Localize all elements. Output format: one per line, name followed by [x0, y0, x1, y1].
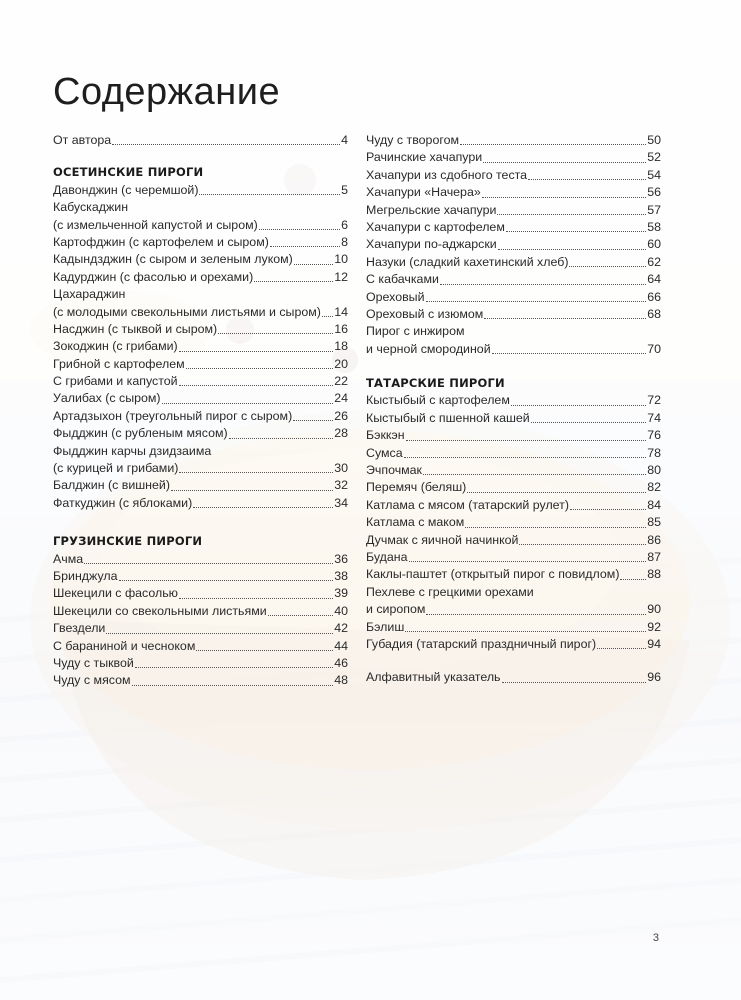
toc-entry[interactable] [53, 638, 348, 655]
dot-leader [268, 615, 334, 616]
toc-entry-title: (с курицей и грибами) [53, 461, 179, 476]
toc-entry[interactable] [53, 373, 348, 390]
toc-entry-title: Гвездели [53, 621, 106, 636]
toc-entry-title: Хачапури из сдобного теста [366, 167, 528, 182]
toc-entry-page: 40 [334, 603, 348, 618]
toc-entry[interactable] [53, 217, 348, 234]
toc-entry[interactable] [53, 477, 348, 494]
toc-entry-page: 62 [647, 254, 661, 269]
toc-entry[interactable] [366, 167, 661, 184]
dot-leader [483, 162, 646, 163]
toc-entry-page: 36 [334, 551, 348, 566]
toc-entry[interactable] [53, 304, 348, 321]
toc-entry-title: С бараниной и чесноком [53, 638, 196, 653]
toc-entry[interactable] [366, 132, 661, 149]
toc-entry-page: 87 [647, 549, 661, 564]
toc-entry[interactable] [366, 462, 661, 479]
toc-entry[interactable] [366, 219, 661, 236]
dot-leader [506, 231, 646, 232]
toc-entry-title: Хачапури по-аджарски [366, 237, 497, 252]
toc-entry[interactable] [53, 620, 348, 637]
toc-entry-page: 78 [647, 445, 661, 460]
toc-entry-title: и черной смородиной [366, 341, 491, 356]
toc-entry[interactable] [366, 184, 661, 201]
dot-leader [112, 144, 340, 145]
page-number: 3 [652, 932, 659, 944]
toc-entry-title: Кыстыбый с картофелем [366, 393, 510, 408]
toc-entry-page: 24 [334, 391, 348, 406]
toc-entry-page: 92 [647, 619, 661, 634]
toc-entry-title: От автора [53, 132, 112, 147]
toc-entry-page: 38 [334, 568, 348, 583]
toc-entry-title: Эчпочмак [366, 463, 422, 478]
dot-leader [218, 333, 333, 334]
dot-leader [465, 527, 646, 528]
toc-entry-page: 28 [334, 426, 348, 441]
dot-leader [482, 197, 646, 198]
toc-entry-title: Губадия (татарский праздничный пирог) [366, 636, 597, 651]
dot-leader [193, 507, 333, 508]
toc-entry-page: 4 [341, 132, 348, 147]
toc-entry-title: Хачапури «Начера» [366, 185, 481, 200]
toc-entry-title: Алфавитный указатель [366, 670, 501, 685]
toc-entry[interactable] [53, 321, 348, 338]
toc-entry[interactable] [366, 497, 661, 514]
dot-leader [492, 353, 647, 354]
dot-leader [179, 351, 334, 352]
toc-entry-title: Фаткуджин (с яблоками) [53, 495, 193, 510]
toc-entry[interactable] [366, 306, 661, 323]
toc-entry-page: 85 [647, 515, 661, 530]
toc-entry-title: Перемяч (беляш) [366, 480, 467, 495]
toc-entry-title: Кадындзджин (с сыром и зеленым луком) [53, 252, 293, 267]
section-heading-ossetian: ОСЕТИНСКИЕ ПИРОГИ [53, 165, 204, 180]
section-heading-georgian: ГРУЗИНСКИЕ ПИРОГИ [53, 534, 203, 549]
dot-leader [484, 318, 646, 319]
toc-entry-title: Чуду с тыквой [53, 655, 134, 670]
toc-entry-page: 60 [647, 237, 661, 252]
toc-entry-page: 54 [647, 167, 661, 182]
dot-leader [270, 246, 340, 247]
toc-entry-title: Зокоджин (с грибами) [53, 339, 178, 354]
toc-entry[interactable] [366, 549, 661, 566]
toc-entry-page: 96 [647, 670, 661, 685]
toc-entry-title: (с измельченной капустой и сыром) [53, 217, 258, 232]
toc-entry-title: Картофджин (с картофелем и сыром) [53, 234, 269, 249]
toc-entry[interactable] [53, 132, 348, 149]
toc-entry-title-line[interactable]: Фыдджин карчы дзидзаима [53, 443, 212, 458]
toc-entry-page: 20 [334, 356, 348, 371]
toc-entry-title-line[interactable]: Цахараджин [53, 287, 126, 302]
toc-entry[interactable] [366, 202, 661, 219]
toc-entry-title: Будана [366, 549, 408, 564]
toc-entry[interactable] [366, 254, 661, 271]
toc-entry-title: Чуду с творогом [366, 132, 459, 147]
dot-leader [186, 368, 334, 369]
toc-column-right [366, 132, 661, 687]
toc-entry-title: Мегрельские хачапури [366, 202, 497, 217]
toc-entry-title: Катлама с маком [366, 515, 465, 530]
toc-entry-page: 56 [647, 185, 661, 200]
toc-entry[interactable] [53, 585, 348, 602]
toc-entry-title: Балджин (с вишней) [53, 478, 170, 493]
toc-entry[interactable] [53, 251, 348, 268]
toc-entry-page: 52 [647, 150, 661, 165]
toc-entry-title: Бринджула [53, 568, 118, 583]
toc-entry-page: 72 [647, 393, 661, 408]
toc-entry-title-line[interactable]: Пехлеве с грецкими орехами [366, 584, 534, 599]
toc-entry-title: Бэккэн [366, 428, 405, 443]
toc-entry-title: Сумса [366, 445, 403, 460]
toc-entry-page: 48 [334, 673, 348, 688]
toc-entry[interactable] [366, 149, 661, 166]
toc-entry-title: Катлама с мясом (татарский рулет) [366, 497, 569, 512]
toc-entry-title: Давонджин (с черемшой) [53, 182, 199, 197]
dot-leader [519, 544, 646, 545]
dot-leader [404, 457, 647, 458]
dot-leader [440, 284, 646, 285]
toc-entry-title: Грибной с картофелем [53, 356, 185, 371]
dot-leader [322, 316, 333, 317]
toc-entry-title: и сиропом [366, 602, 426, 617]
dot-leader [569, 266, 646, 267]
dot-leader [84, 563, 333, 564]
toc-entry-page: 34 [334, 495, 348, 510]
dot-leader [426, 301, 647, 302]
toc-entry-title: Ачма [53, 551, 84, 566]
toc-entry-title: Рачинские хачапури [366, 150, 483, 165]
toc-entry-page: 30 [334, 461, 348, 476]
dot-leader [135, 667, 333, 668]
toc-entry[interactable] [366, 566, 661, 583]
dot-leader [132, 685, 334, 686]
toc-entry-page: 68 [647, 306, 661, 321]
toc-entry-page: 88 [647, 567, 661, 582]
dot-leader [119, 580, 334, 581]
toc-entry-page: 80 [647, 463, 661, 478]
toc-entry[interactable] [366, 479, 661, 496]
toc-entry-page: 39 [334, 586, 348, 601]
toc-entry-title: Бэлиш [366, 619, 405, 634]
toc-entry-page: 58 [647, 219, 661, 234]
toc-entry-title: (с молодыми свекольными листьями и сыром) [53, 304, 321, 319]
toc-entry-title: Артадзыхон (треугольный пирог с сыром) [53, 408, 293, 423]
toc-entry[interactable] [53, 234, 348, 251]
toc-entry[interactable] [53, 603, 348, 620]
toc-entry-page: 5 [341, 182, 348, 197]
toc-column-left [53, 132, 348, 690]
toc-entry-title: Шекецили со свекольными листьями [53, 603, 267, 618]
toc-entry-page: 18 [334, 339, 348, 354]
toc-entry[interactable] [53, 269, 348, 286]
toc-entry-page: 16 [334, 321, 348, 336]
toc-entry-title-line[interactable]: Кабускаджин [53, 200, 129, 215]
toc-entry-title: Дучмак с яичной начинкой [366, 532, 519, 547]
toc-entry[interactable] [366, 427, 661, 444]
dot-leader [406, 440, 647, 441]
toc-entry[interactable] [366, 445, 661, 462]
toc-entry-title: Ореховый с изюмом [366, 306, 484, 321]
dot-leader [229, 438, 334, 439]
dot-leader [106, 633, 333, 634]
toc-entry-title: Уалибах (с сыром) [53, 391, 161, 406]
toc-entry[interactable] [366, 514, 661, 531]
toc-entry-page: 76 [647, 428, 661, 443]
toc-entry-page: 70 [647, 341, 661, 356]
dot-leader [620, 579, 646, 580]
spacer [366, 653, 661, 669]
toc-entry[interactable] [366, 289, 661, 306]
toc-entry-page: 50 [647, 132, 661, 147]
toc-entry-index[interactable] [366, 669, 661, 686]
toc-entry-page: 44 [334, 638, 348, 653]
dot-leader [597, 648, 646, 649]
toc-entry-page: 26 [334, 408, 348, 423]
toc-entry[interactable] [366, 410, 661, 427]
toc-entry[interactable] [53, 672, 348, 689]
toc-entry[interactable] [366, 236, 661, 253]
dot-leader [467, 492, 646, 493]
toc-entry-page: 86 [647, 532, 661, 547]
toc-entry[interactable] [53, 408, 348, 425]
toc-entry-page: 12 [334, 269, 348, 284]
dot-leader [171, 490, 333, 491]
dot-leader [179, 472, 333, 473]
dot-leader [460, 144, 646, 145]
toc-entry[interactable] [53, 495, 348, 512]
dot-leader [179, 385, 334, 386]
dot-leader [570, 509, 646, 510]
toc-entry-title: Чуду с мясом [53, 673, 131, 688]
toc-entry[interactable] [53, 182, 348, 199]
toc-entry-title: Шекецили с фасолью [53, 586, 178, 601]
toc-entry[interactable] [53, 460, 348, 477]
dot-leader [179, 598, 333, 599]
dot-leader [497, 214, 646, 215]
dot-leader [498, 249, 646, 250]
toc-entry-title: Ореховый [366, 289, 425, 304]
page-title: Содержание [53, 71, 281, 113]
toc-entry-page: 64 [647, 272, 661, 287]
dot-leader [294, 264, 333, 265]
toc-entry[interactable] [53, 338, 348, 355]
toc-entry-page: 57 [647, 202, 661, 217]
toc-entry-title: Хачапури с картофелем [366, 219, 505, 234]
toc-entry[interactable] [53, 551, 348, 568]
toc-entry-title: Назуки (сладкий кахетинский хлеб) [366, 254, 569, 269]
toc-entry-title: Фыдджин (с рубленым мясом) [53, 426, 228, 441]
toc-entry[interactable] [366, 619, 661, 636]
dot-leader [502, 682, 647, 683]
toc-entry[interactable] [366, 341, 661, 358]
toc-entry[interactable] [366, 601, 661, 618]
toc-entry[interactable] [366, 532, 661, 549]
toc-entry-page: 74 [647, 410, 661, 425]
toc-entry-page: 82 [647, 480, 661, 495]
dot-leader [423, 474, 646, 475]
dot-leader [259, 229, 340, 230]
toc-entry-page: 66 [647, 289, 661, 304]
toc-entry-title: Кыстыбый с пшенной кашей [366, 410, 530, 425]
toc-entry-page: 32 [334, 478, 348, 493]
toc-entry-page: 90 [647, 602, 661, 617]
toc-entry[interactable] [53, 655, 348, 672]
toc-entry-title: Насджин (с тыквой и сыром) [53, 321, 218, 336]
toc-entry[interactable] [53, 390, 348, 407]
toc-entry[interactable] [366, 271, 661, 288]
toc-entry[interactable] [53, 356, 348, 373]
toc-entry[interactable] [53, 425, 348, 442]
dot-leader [196, 650, 333, 651]
toc-entry-title: С грибами и капустой [53, 374, 178, 389]
dot-leader [405, 631, 646, 632]
section-heading-tatar: ТАТАРСКИЕ ПИРОГИ [366, 376, 505, 391]
toc-entry-page: 42 [334, 621, 348, 636]
dot-leader [528, 179, 646, 180]
toc-entry[interactable] [366, 636, 661, 653]
toc-entry[interactable] [366, 392, 661, 409]
dot-leader [162, 403, 334, 404]
toc-entry-page: 22 [334, 374, 348, 389]
dot-leader [199, 194, 340, 195]
toc-entry-page: 8 [341, 234, 348, 249]
toc-entry-title-line[interactable]: Пирог с инжиром [366, 324, 465, 339]
dot-leader [426, 614, 646, 615]
toc-entry-title: Кадурджин (с фасолью и орехами) [53, 269, 254, 284]
toc-entry-page: 6 [341, 217, 348, 232]
toc-entry-page: 84 [647, 497, 661, 512]
dot-leader [293, 420, 333, 421]
toc-entry-page: 14 [334, 304, 348, 319]
toc-entry-page: 10 [334, 252, 348, 267]
toc-entry-page: 46 [334, 655, 348, 670]
toc-entry-title: Каклы-паштет (открытый пирог с повидлом) [366, 567, 620, 582]
dot-leader [531, 422, 646, 423]
dot-leader [511, 405, 646, 406]
dot-leader [409, 561, 647, 562]
toc-entry[interactable] [53, 568, 348, 585]
dot-leader [254, 281, 333, 282]
toc-entry-title: С кабачками [366, 272, 439, 287]
toc-entry-page: 94 [647, 636, 661, 651]
